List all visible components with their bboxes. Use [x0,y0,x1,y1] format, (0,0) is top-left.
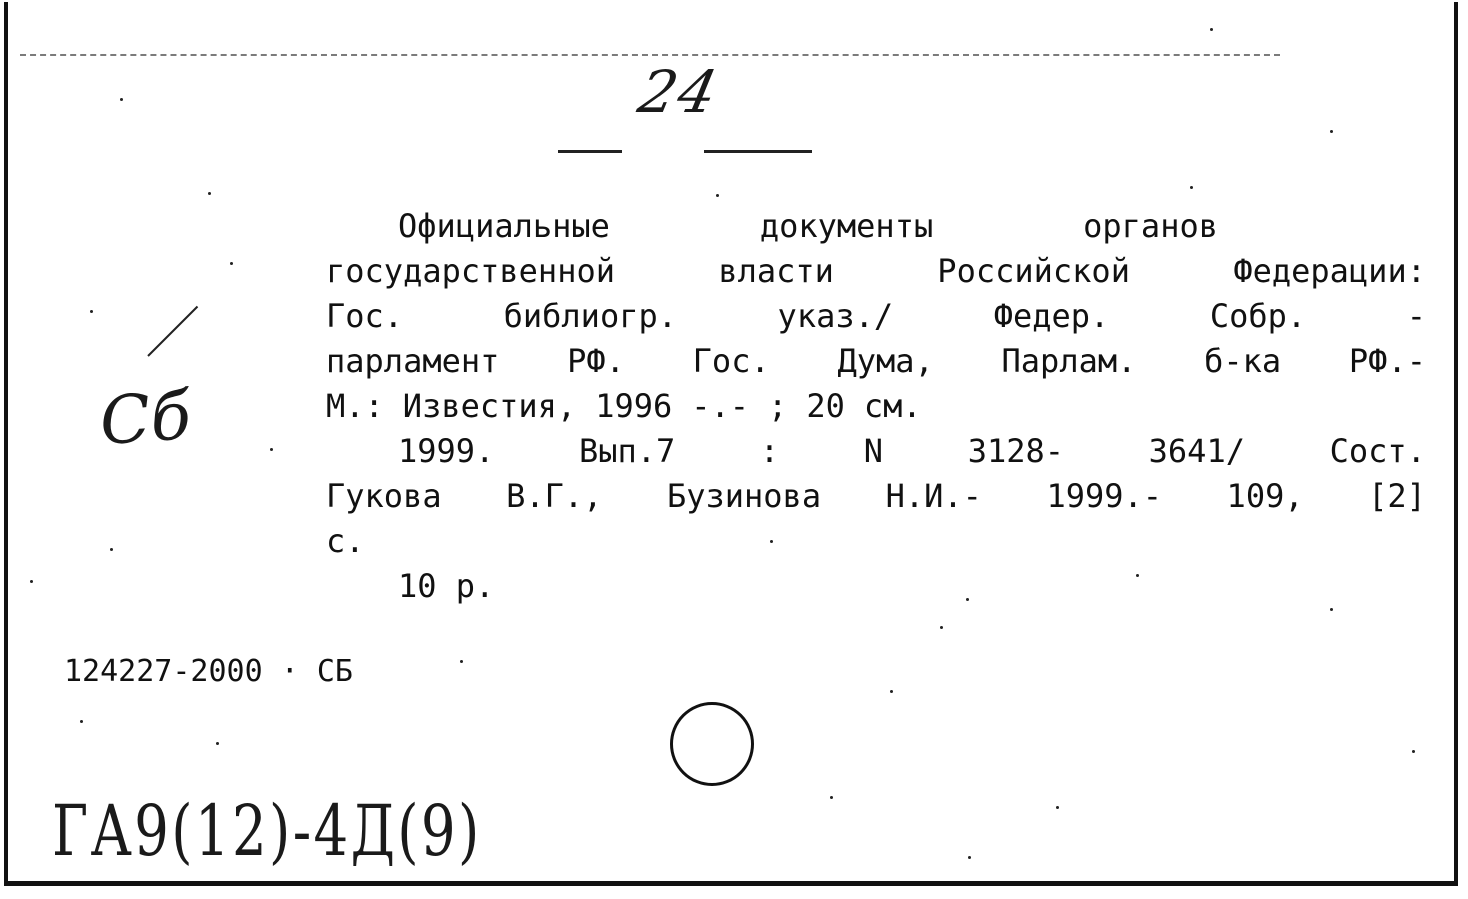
speck [216,742,219,745]
entry-word: [2] [1368,477,1426,515]
speck [1136,574,1139,577]
shelf-number: 124227-2000 · СБ [64,654,353,689]
entry-word: 1999. [398,432,495,470]
entry-word: : [759,432,780,470]
entry-word: Официальные [398,207,610,245]
entry-line-3 [326,294,1426,339]
speck [1210,28,1213,31]
entry-line-5 [326,384,1426,429]
speck [80,720,83,723]
speck [940,626,943,629]
entry-word: органов [1083,207,1218,245]
speck [460,660,463,663]
speck [966,598,969,601]
entry-word: 3128- [967,432,1065,470]
speck [30,580,33,583]
top-dashed-line [20,54,1280,56]
speck [890,690,893,693]
handwritten-classification: ГА9(12)-4Д(9) [52,790,482,872]
entry-word: Н.И.- [885,477,982,515]
entry-word: Гос. [692,342,770,380]
entry-word: документы [759,207,934,245]
speck [1412,750,1415,753]
underline-left [558,150,622,153]
entry-word: парламент [326,342,500,380]
speck [90,310,93,313]
entry-word: б-ка [1204,342,1282,380]
punch-hole [670,702,754,786]
entry-word: с. [326,522,365,560]
entry-line-price [326,564,1426,609]
handwritten-side-mark: Сб [97,376,194,461]
entry-word: Дума, [837,342,934,380]
entry-word: Российской [937,252,1130,290]
entry-word: М.: [326,387,384,425]
speck [968,856,971,859]
speck [1056,806,1059,809]
entry-word: указ./ [777,297,894,335]
speck [1190,186,1193,189]
entry-word: В.Г., [506,477,603,515]
speck [110,548,113,551]
entry-word: РФ.- [1348,342,1426,380]
entry-line-7 [326,474,1426,519]
entry-word: РФ. [567,342,625,380]
entry-word: 1999.- [1046,477,1163,515]
entry-word: 109, [1226,477,1304,515]
entry-word: ; [768,387,788,425]
entry-word: 1996 [595,387,673,425]
entry-line-8 [326,519,1426,564]
entry-line-1 [326,204,1218,249]
entry-word: власти [718,252,834,290]
entry-word: Парлам. [1001,342,1137,380]
speck [1330,130,1333,133]
entry-word: Федерации: [1233,252,1426,290]
bibliographic-entry [326,204,1426,609]
entry-word: Гос. [326,297,404,335]
entry-word: библиогр. [503,297,677,335]
entry-line-2 [326,249,1426,294]
price: 10 р. [398,567,495,605]
speck [270,448,273,451]
entry-word: 3641/ [1148,432,1245,470]
entry-word: - [1406,297,1426,335]
speck [230,262,233,265]
entry-line-4 [326,339,1426,384]
underline-right [704,150,812,153]
entry-word: 20 [806,387,845,425]
speck [1330,608,1333,611]
handwritten-card-number: 24 [632,58,726,126]
speck [120,98,123,101]
entry-line-6 [326,429,1426,474]
entry-word: государственной [326,252,615,290]
entry-word: N [863,432,884,470]
entry-word: Вып.7 [578,432,676,470]
entry-word: Известия, [402,387,577,425]
speck [716,194,719,197]
entry-word: см. [863,387,922,425]
speck [208,192,211,195]
entry-word: Собр. [1209,297,1307,335]
entry-word: Гукова [326,477,442,515]
speck [770,540,773,543]
speck [830,796,833,799]
entry-word: Федер. [993,297,1110,335]
entry-word: Бузинова [666,477,822,515]
entry-word: -.- [691,387,750,425]
entry-word: Сост. [1329,432,1426,470]
